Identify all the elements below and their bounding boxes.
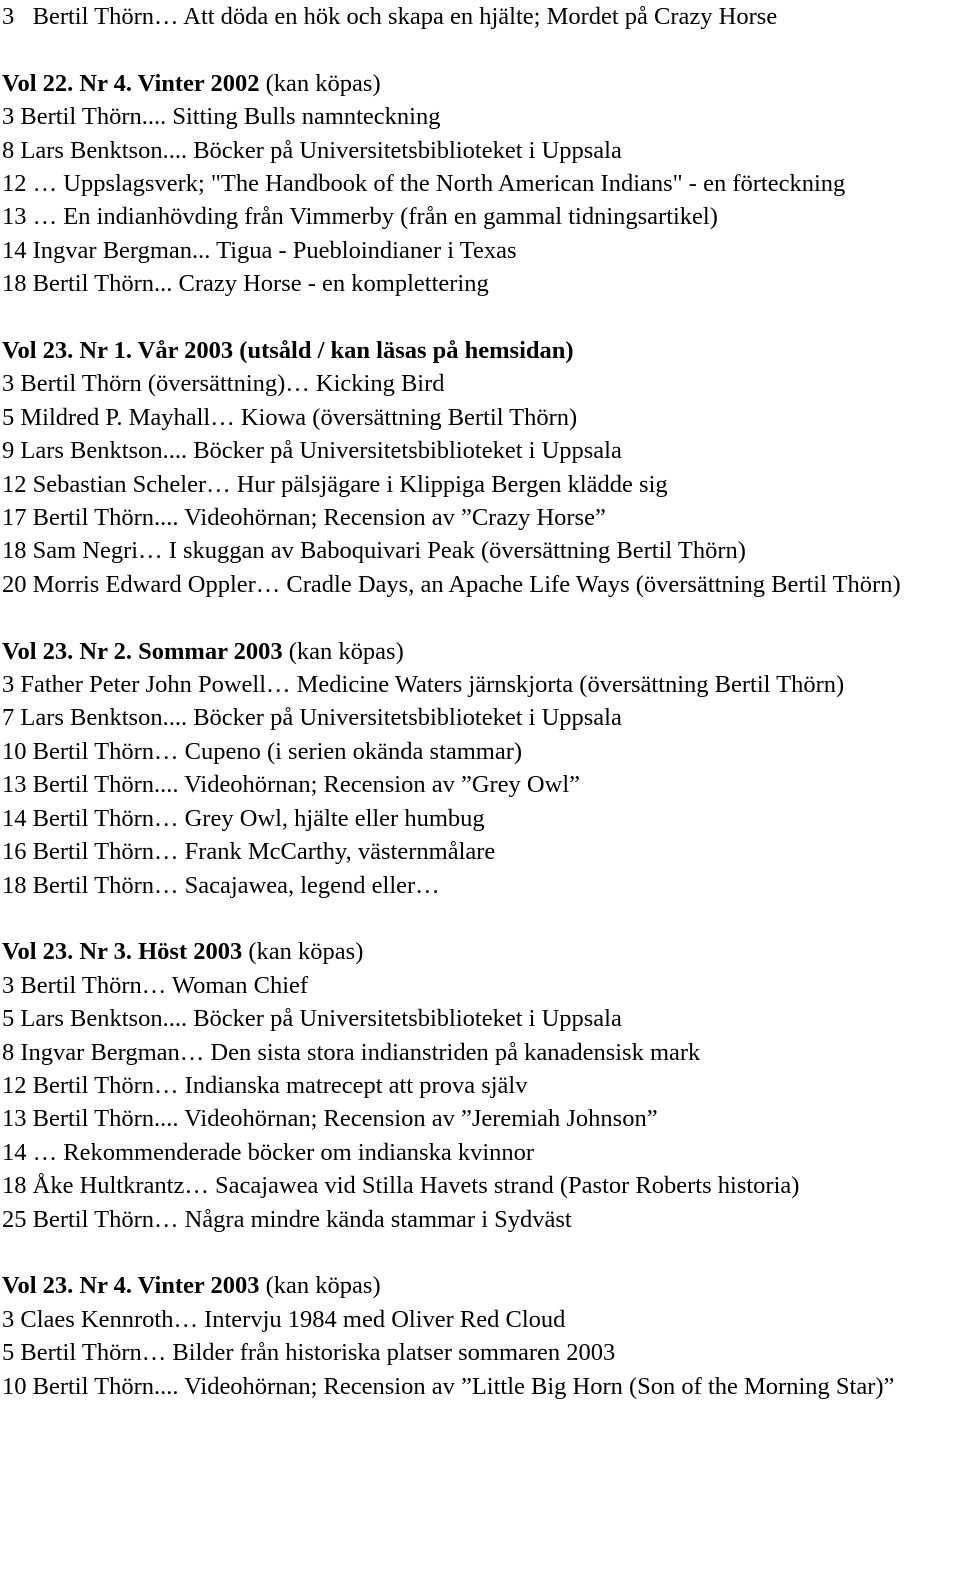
issue-heading-status: (kan köpas): [259, 69, 381, 97]
article-entry: 12 Sebastian Scheler… Hur pälsjägare i Klippiga Bergen klädde sig: [2, 470, 668, 498]
article-entry: 17 Bertil Thörn.... Videohörnan; Recension av ”Crazy Horse”: [2, 504, 606, 532]
section-spacer: [2, 902, 960, 935]
issue-section: [2, 1269, 960, 1403]
article-entry: 18 Bertil Thörn... Crazy Horse - en komplettering: [2, 270, 489, 298]
issue-heading-title: Vol 23. Nr 2. Sommar 2003: [2, 637, 283, 665]
article-entry: 13 Bertil Thörn.... Videohörnan; Recension av ”Grey Owl”: [2, 771, 580, 799]
article-entry: 5 Lars Benktson.... Böcker på Universitetsbiblioteket i Uppsala: [2, 1005, 622, 1033]
article-entry: 14 Ingvar Bergman... Tigua - Puebloindianer i Texas: [2, 236, 517, 264]
article-entry: 8 Lars Benktson.... Böcker på Universitetsbiblioteket i Uppsala: [2, 136, 622, 164]
issue-list: [2, 33, 960, 1403]
article-entry: 25 Bertil Thörn… Några mindre kända stammar i Sydväst: [2, 1205, 572, 1233]
article-entry: 13 Bertil Thörn.... Videohörnan; Recension av ”Jeremiah Johnson”: [2, 1105, 658, 1133]
intro-entry: 3 Bertil Thörn… Att döda en hök och skapa en hjälte; Mordet på Crazy Horse: [2, 3, 778, 30]
article-entry: 3 Bertil Thörn (översättning)… Kicking Bird: [2, 370, 445, 398]
article-entry: 16 Bertil Thörn… Frank McCarthy, västernmålare: [2, 838, 496, 866]
article-entry: 3 Claes Kennroth… Intervju 1984 med Oliver Red Cloud: [2, 1305, 566, 1333]
article-entry: 18 Åke Hultkrantz… Sacajawea vid Stilla Havets strand (Pastor Roberts historia): [2, 1172, 800, 1200]
article-entry: 10 Bertil Thörn.... Videohörnan; Recension av ”Little Big Horn (Son of the Morning Star)”: [2, 1372, 895, 1400]
article-entry: 14 Bertil Thörn… Grey Owl, hjälte eller humbug: [2, 804, 485, 832]
article-entry: 5 Bertil Thörn… Bilder från historiska platser sommaren 2003: [2, 1339, 616, 1367]
issue-heading: [2, 1269, 960, 1302]
issue-heading-status: (kan köpas): [242, 938, 364, 966]
article-entry: 9 Lars Benktson.... Böcker på Universitetsbiblioteket i Uppsala: [2, 437, 622, 465]
article-entry: 18 Sam Negri… I skuggan av Baboquivari Peak (översättning Bertil Thörn): [2, 537, 746, 565]
article-entry: 14 … Rekommenderade böcker om indianska kvinnor: [2, 1138, 535, 1166]
article-entry: 20 Morris Edward Oppler… Cradle Days, an Apache Life Ways (översättning Bertil Thörn): [2, 570, 901, 598]
section-spacer: [2, 301, 960, 334]
article-entry: 10 Bertil Thörn… Cupeno (i serien okända stammar): [2, 737, 523, 765]
article-entry: 12 … Uppslagsverk; "The Handbook of the North American Indians" - en förteckning: [2, 170, 846, 198]
article-entry: 8 Ingvar Bergman… Den sista stora indianstriden på kanadensisk mark: [2, 1038, 701, 1066]
issue-section: [2, 935, 960, 1236]
issue-heading-status: (kan köpas): [259, 1272, 381, 1300]
article-entry: 13 … En indianhövding från Vimmerby (från en gammal tidningsartikel): [2, 203, 718, 231]
issue-heading-title: Vol 23. Nr 1. Vår 2003 (utsåld / kan läsas på hemsidan): [2, 337, 574, 365]
section-spacer: [2, 33, 960, 66]
article-entry: 3 Bertil Thörn… Woman Chief: [2, 971, 309, 999]
issue-heading: [2, 635, 960, 668]
issue-heading: [2, 935, 960, 968]
article-entry: 18 Bertil Thörn… Sacajawea, legend eller…: [2, 871, 440, 899]
issue-heading-title: Vol 22. Nr 4. Vinter 2002: [2, 69, 260, 97]
section-spacer: [2, 1236, 960, 1269]
issue-section: [2, 635, 960, 902]
issue-section: [2, 67, 960, 301]
article-entry: 3 Bertil Thörn.... Sitting Bulls namnteckning: [2, 103, 441, 131]
issue-heading-status: (kan köpas): [282, 637, 404, 665]
issue-heading: [2, 67, 960, 100]
article-entry: 5 Mildred P. Mayhall… Kiowa (översättning Bertil Thörn): [2, 403, 578, 431]
article-entry: 3 Father Peter John Powell… Medicine Waters järnskjorta (översättning Bertil Thörn): [2, 671, 845, 699]
issue-section: [2, 334, 960, 601]
section-spacer: [2, 601, 960, 634]
issue-heading-title: Vol 23. Nr 4. Vinter 2003: [2, 1272, 260, 1300]
issue-heading-title: Vol 23. Nr 3. Höst 2003: [2, 938, 243, 966]
article-entry: 7 Lars Benktson.... Böcker på Universitetsbiblioteket i Uppsala: [2, 704, 622, 732]
issue-heading: [2, 334, 960, 367]
article-entry: 12 Bertil Thörn… Indianska matrecept att prova själv: [2, 1071, 528, 1099]
